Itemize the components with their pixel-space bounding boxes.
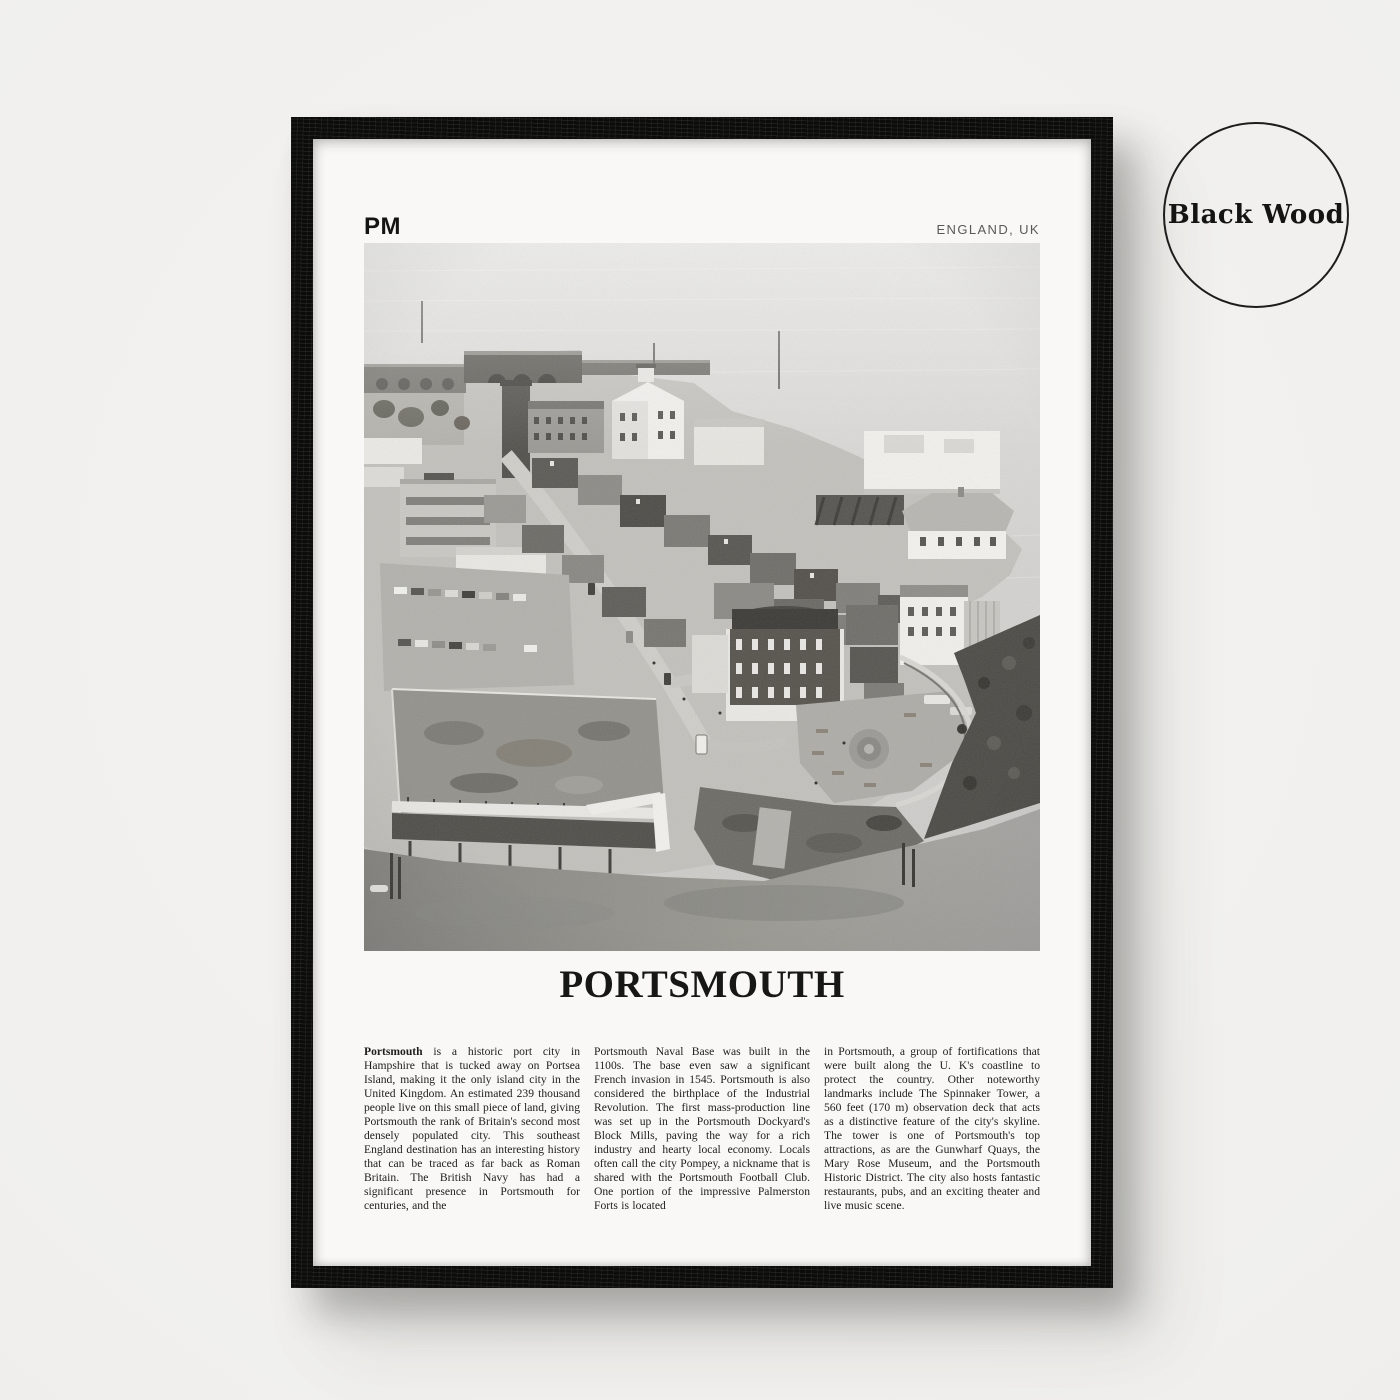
aerial-photo-illustration: [364, 243, 1040, 951]
body-column-1-lead: Portsmouth: [364, 1044, 423, 1058]
body-column-3: in Portsmouth, a group of fortifications that were built along the U. K's coastline to protect the country. Other noteworthy landmarks include The Spinnaker Tower, a 560 feet (170 m) observation deck that acts as a distinctive feature of the city's skyline. The tower is one of Portsmouth's top attractions, as are the Gunwharf Quays, the Mary Rose Museum, and the Portsmouth Historic District. The city also hosts fantastic restaurants, pubs, and an exciting theater and live music scene.: [824, 1044, 1040, 1212]
poster-header: [364, 213, 1040, 239]
body-column-1: [364, 1045, 580, 1213]
poster-title: PORTSMOUTH: [559, 963, 845, 1006]
poster: [313, 139, 1091, 1266]
poster-frame: [291, 117, 1113, 1288]
poster-body: [364, 1033, 1040, 1224]
frame-style-badge-label: Black Wood: [1167, 200, 1345, 230]
portsmouth-aerial-photo: [364, 243, 1040, 951]
poster-location: ENGLAND, UK: [936, 222, 1040, 237]
poster-brand: PM: [364, 213, 401, 240]
frame-style-badge: [1163, 122, 1349, 308]
body-column-2: Portsmouth Naval Base was built in the 1100s. The base even saw a significant French invasion in 1545. Portsmouth is also considered the birthplace of the Industrial Revolution. The first mass-production line was set up in the Portsmouth Dockyard's Block Mills, paving the way for a rich industry and hearty local economy. Locals often call the city Pompey, a nickname that is shared with the Portsmouth Football Club. One portion of the impressive Palmerston Forts is located: [594, 1044, 810, 1212]
vignette: [364, 243, 1040, 951]
body-column-1-text: is a historic port city in Hampshire that is tucked away on Portsea Island, making it the only island city in the United Kingdom. An estimated 239 thousand people live on this small piece of land, giving Portsmouth the rank of Britain's second most densely populated city. This southeast England destination has an interesting history that can be traced as far back as Roman Britain. The British Navy has had a significant presence in Portsmouth for centuries, and the: [364, 1044, 580, 1212]
